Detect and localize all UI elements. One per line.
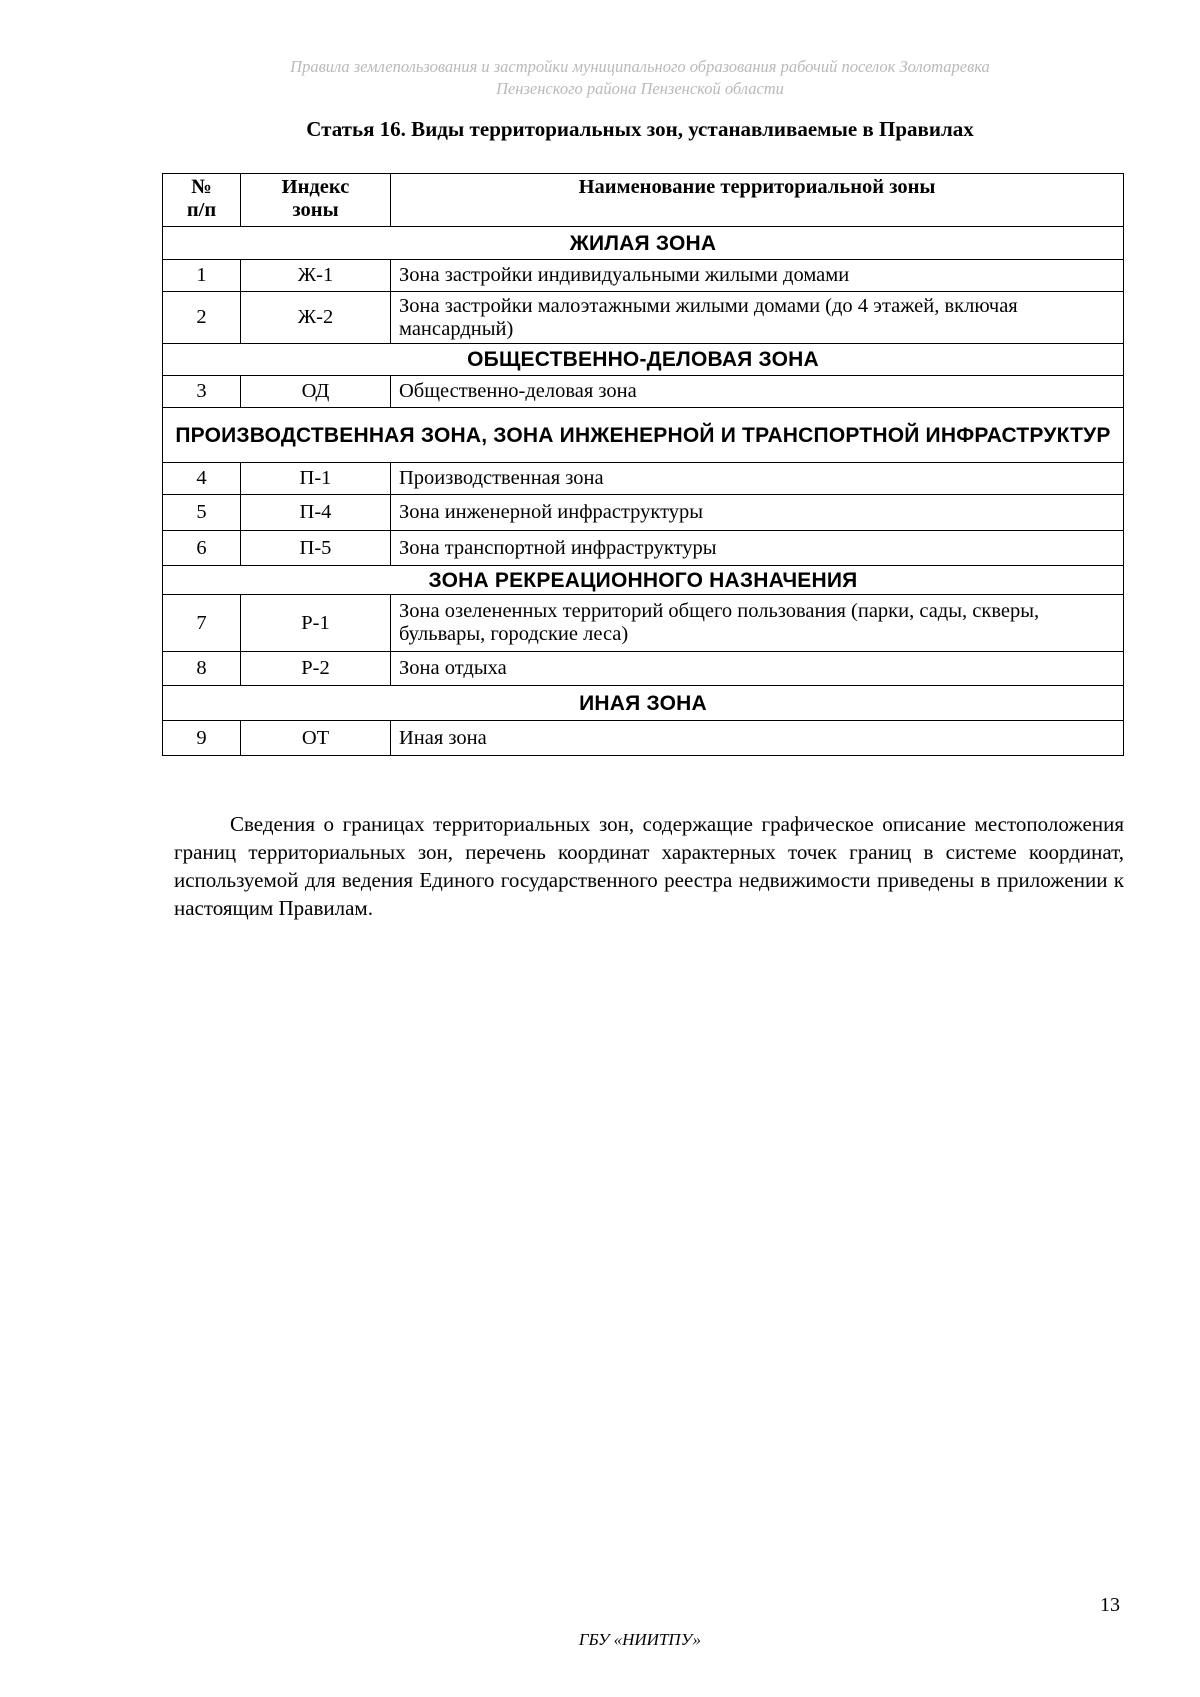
running-header (160, 56, 1120, 100)
table-row (163, 376, 1124, 408)
column-header-index-line2: зоны (292, 199, 339, 221)
zone-index: ОД (241, 376, 391, 408)
row-number: 3 (163, 376, 241, 408)
column-header-name: Наименование территориальной зоны (391, 174, 1124, 227)
table-header-row (163, 174, 1124, 227)
zone-name: Зона транспортной инфраструктуры (391, 531, 1124, 566)
row-number: 7 (163, 595, 241, 652)
zone-index: Р-2 (241, 652, 391, 686)
section-title: ЗОНА РЕКРЕАЦИОННОГО НАЗНАЧЕНИЯ (163, 566, 1124, 595)
row-number: 9 (163, 721, 241, 756)
section-title: ПРОИЗВОДСТВЕННАЯ ЗОНА, ЗОНА ИНЖЕНЕРНОЙ И ТРАНСПОРТНОЙ ИНФРАСТРУКТУР (163, 408, 1124, 463)
column-header-number-line2: п/п (186, 199, 217, 221)
zone-name: Зона инженерной инфраструктуры (391, 495, 1124, 531)
zone-name: Иная зона (391, 721, 1124, 756)
section-row (163, 566, 1124, 595)
table-row (163, 292, 1124, 344)
row-number: 8 (163, 652, 241, 686)
zone-name: Производственная зона (391, 463, 1124, 495)
zone-index: ОТ (241, 721, 391, 756)
zone-index: Ж-2 (241, 292, 391, 344)
table-row (163, 531, 1124, 566)
zone-name: Зона отдыха (391, 652, 1124, 686)
page-number: 13 (1100, 1594, 1120, 1616)
zone-name: Общественно-деловая зона (391, 376, 1124, 408)
section-title: ИНАЯ ЗОНА (163, 686, 1124, 721)
zone-name: Зона застройки индивидуальными жилыми домами (391, 260, 1124, 292)
zone-index: П-4 (241, 495, 391, 531)
row-number: 1 (163, 260, 241, 292)
body-paragraph: Сведения о границах территориальных зон, содержащие графическое описание местоположения границ территориальных зон, перечень координат характерных точек границ в системе координат, используемой для ведения Единого государственного реестра недвижимости приведены в приложении к настоящим Правилам. (174, 812, 1124, 920)
table-row (163, 652, 1124, 686)
zone-index: Ж-1 (241, 260, 391, 292)
section-row (163, 408, 1124, 463)
row-number: 2 (163, 292, 241, 344)
table-row (163, 595, 1124, 652)
running-header-line2: Пензенского района Пензенской области (496, 79, 784, 98)
footer-organization: ГБУ «НИИТПУ» (578, 1630, 702, 1649)
column-header-index-line1: Индекс (281, 176, 350, 198)
zone-index: П-5 (241, 531, 391, 566)
row-number: 4 (163, 463, 241, 495)
column-header-number-line1: № (191, 176, 212, 198)
column-header-index (241, 174, 391, 227)
zones-table (162, 173, 1124, 756)
zone-index: П-1 (241, 463, 391, 495)
section-row (163, 344, 1124, 376)
row-number: 5 (163, 495, 241, 531)
section-row (163, 227, 1124, 260)
section-title: ЖИЛАЯ ЗОНА (163, 227, 1124, 260)
table-row (163, 721, 1124, 756)
row-number: 6 (163, 531, 241, 566)
zone-name: Зона застройки малоэтажными жилыми домами (до 4 этажей, включая мансардный) (391, 292, 1124, 344)
column-header-number (163, 174, 241, 227)
table-row (163, 463, 1124, 495)
table-row (163, 495, 1124, 531)
section-title: ОБЩЕСТВЕННО-ДЕЛОВАЯ ЗОНА (163, 344, 1124, 376)
article-title: Статья 16. Виды территориальных зон, устанавливаемые в Правилах (306, 117, 974, 141)
table-row (163, 260, 1124, 292)
section-row (163, 686, 1124, 721)
running-header-line1: Правила землепользования и застройки муниципального образования рабочий поселок Золотаревка (290, 57, 990, 76)
zone-index: Р-1 (241, 595, 391, 652)
zone-name: Зона озелененных территорий общего пользования (парки, сады, скверы, бульвары, городские леса) (391, 595, 1124, 652)
